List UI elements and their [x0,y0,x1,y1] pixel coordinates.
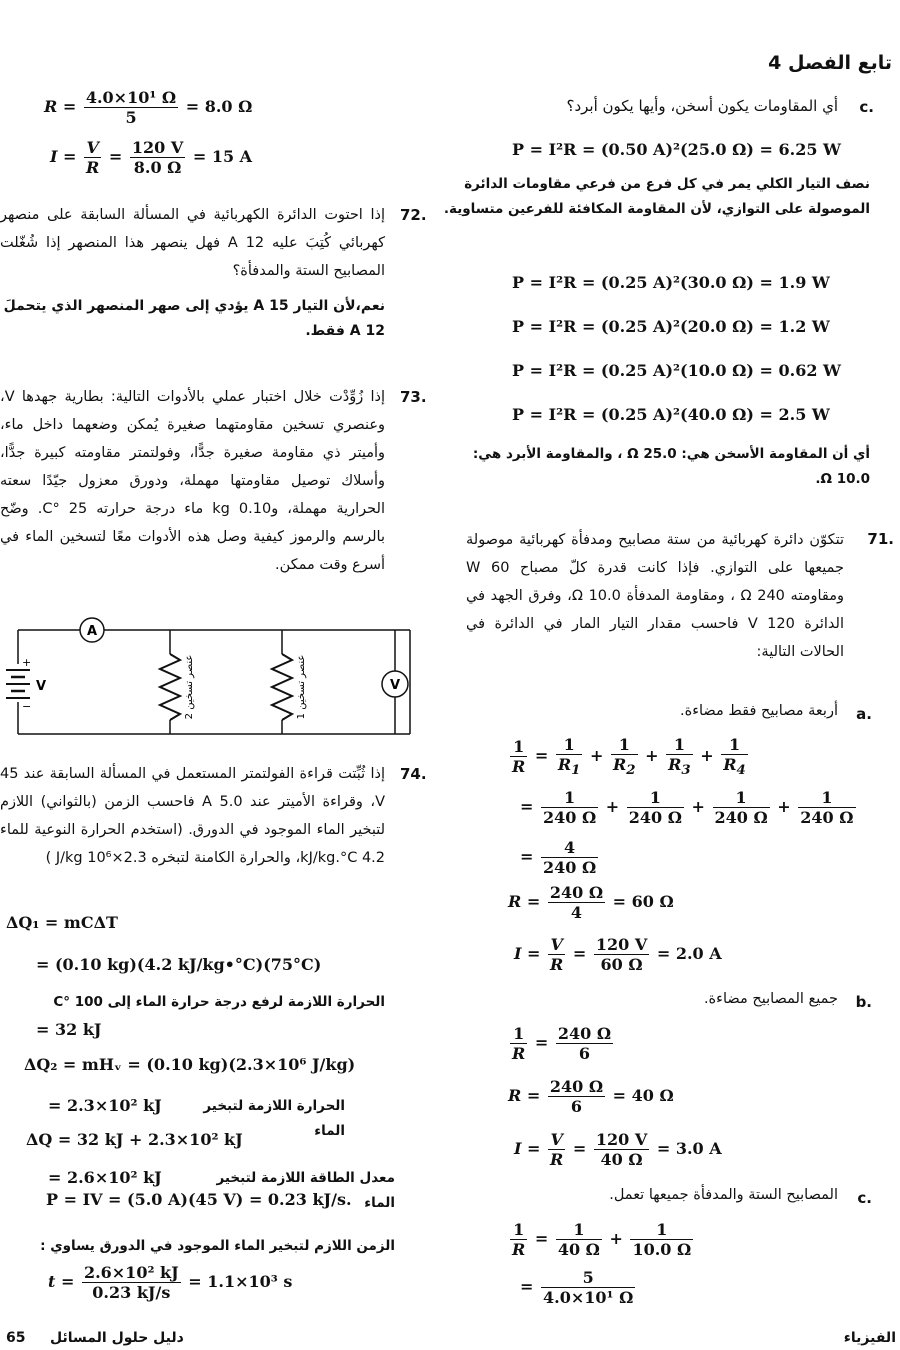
question-c-label: c. [859,98,874,116]
note-heat-vaporize: الحرارة اللازمة لتبخير الماء [203,1098,345,1139]
battery-plus: + [22,656,32,669]
question-72-number: 72. [400,206,427,224]
power-eq-2: P = I²R = (0.25 A)²(30.0 Ω) = 1.9 W [512,273,830,292]
question-c-text: أي المقاومات يكون أسخن، وأيها يكون أبرد؟ [566,97,838,115]
question-74-number: 74. [400,765,427,783]
part-a-text: أربعة مصابيح فقط مضاءة. [679,703,838,719]
ammeter-label: A [86,624,98,639]
footer-guide-title: دليل حلول المسائل [50,1330,184,1346]
footer-page-number: 65 [6,1330,26,1346]
chapter-header: تابع الفصل 4 [768,52,892,74]
power-eq-4: P = I²R = (0.25 A)²(10.0 Ω) = 0.62 W [512,361,841,380]
eq-time: t = $\frac{\text{2.6×10² kJ}}{0.23 kJ/s}$ = 1.1×10³ s [48,1263,293,1302]
note-time-vaporize: الزمن اللازم لتبخير الماء الموجود في الدورق يساوي : [40,1238,395,1254]
eq-b-r: R = $\frac{240 \Omega}{6}$ = 40 Ω [508,1077,674,1116]
question-72-answer: نعم،لأن التيار 15 A يؤدي إلى صهر المنصهر الذي يتحملَ 12 A فقط. [3,298,385,339]
question-71-text: تتكوّن دائرة كهربائية من ستة مصابيح ومدفأة كهربائية موصولة جميعها على التوازي. فإذا كانت قدرة كلّ مصباح 60 W ومقاومته 240 Ω ، ومقاومة المدفأة 10.0 Ω، وفرق الجهد في الدائرة 120 V فاحسب مقدار التيار المار في الدائرة في الحالات التالية: [466,532,845,660]
eq-dq1-values: = (0.10 kg)(4.2 kJ/kg•°C)(75°C) [36,955,322,974]
eq-32kj: = 32 kJ [36,1020,102,1039]
part-b-text: جميع المصابيح مضاءة. [703,991,838,1007]
eq-a-r: R = $\frac{240 \Omega}{4}$ = 60 Ω [508,883,674,922]
eq-b-inv: $\frac{1}{R}$ = $\frac{240 \Omega}{6}$ [512,1024,612,1063]
eq-power: P = IV = (5.0 A)(45 V) = 0.23 kJ/s. [46,1190,352,1209]
eq-a-values: = $\frac{1}{240 \Omega}$ + $\frac{1}{240 \Omega}$ + $\frac{1}{240 \Omega}$ + $\frac{1}{240 \Omega}$ [520,788,854,827]
eq-left-r: R = $\frac{\text{4.0×10¹ Ω}}{5}$ = 8.0 Ω [44,88,253,127]
question-73-text: إذا زُوِّدْت خلال اختبار عملي بالأدوات التالية: بطارية جهدها V، وعنصري تسخين مقاومتهما صغيرة يُمكن وضعهما داخل ماء، وأميتر ذي مقاومة صغيرة جدًّا، وفولتمتر مقاومته كبيرة جدًّا، وأسلاك توصيل مقاومتها مهملة، ودورق معزول جيّدًا سعته الحرارية مهملة، و0.10 kg ماء درجة حرارته 25 °C. وضّح بالرسم والرموز كيفية وصل هذه الأدوات معًا لتسخين الماء في أسرع وقت ممكن. [0,389,385,573]
eq-dq2: ΔQ₂ = mHᵥ = (0.10 kg)(2.3×10⁶ J/kg) [24,1055,356,1074]
voltmeter-icon [382,671,408,697]
question-73-number: 73. [400,388,427,406]
eq-dq1: ΔQ₁ = mCΔT [6,913,118,932]
question-71-number: 71. [867,530,894,548]
eq-dq-total-result: = 2.6×10² kJ [48,1168,162,1187]
eq-a-sum-result: = $\frac{4}{240 \Omega}$ [520,838,597,877]
eq-b-i: I = $\frac{V}{R}$ = $\frac{120 V}{40 \Omega}$ = 3.0 A [514,1130,722,1169]
note-heat-to-100: الحرارة اللازمة لرفع درجة حرارة الماء إلى 100 °C [53,994,385,1010]
part-c2-label: c. [857,1189,872,1207]
battery-label: V [36,679,47,694]
eq-a-i: I = $\frac{V}{R}$ = $\frac{120 V}{60 \Omega}$ = 2.0 A [514,935,722,974]
eq-dq-total: ΔQ = 32 kJ + 2.3×10² kJ [26,1130,243,1149]
eq-dq2-result: = 2.3×10² kJ [48,1096,162,1115]
question-72-text: إذا احتوت الدائرة الكهربائية في المسألة السابقة على منصهر كهربائي كُتِبَ عليه 12 A فهل ينصهر هذا المنصهر إذا شُغّلت المصابيح الستة والمدفأة؟ [0,207,386,279]
eq-c-sum: = $\frac{5}{\text{4.0×10¹ Ω}}$ [520,1268,634,1307]
question-74-text: إذا ثُبِّتت قراءة الفولتمتر المستعمل في المسألة السابقة عند 45 V، وقراءة الأميتر عند 5.0 A فاحسب الزمن (بالثواني) اللازم لتبخير الماء الموجود في الدورق. (استخدم الحرارة النوعية للماء 4.2 kJ/kg.°C، والحرارة الكامنة لتبخره 2.3×10⁶ J/kg ) [0,766,386,866]
power-eq-5: P = I²R = (0.25 A)²(40.0 Ω) = 2.5 W [512,405,830,424]
heater-1-resistor-icon [270,654,294,724]
part-c2-text: المصابيح الستة والمدفأة جميعها تعمل. [609,1187,838,1203]
note-energy-rate: معدل الطاقة اللازمة لتبخير الماء [216,1170,395,1211]
footer-subject: الفيزياء [843,1330,896,1346]
power-eq-3: P = I²R = (0.25 A)²(20.0 Ω) = 1.2 W [512,317,830,336]
voltmeter-label: V [389,678,401,693]
ammeter-icon [80,618,104,642]
eq-a-sum: $\frac{1}{R}$ = $\frac{1}{R_1}$ + $\frac{1}{R_2}$ + $\frac{1}{R_3}$ + $\frac{1}{R_4}$ [512,735,746,779]
eq-c-inv: $\frac{1}{R}$ = $\frac{1}{40 \Omega}$ + $\frac{1}{10.0 \Omega}$ [512,1220,692,1259]
note-parallel-current: نصف التيار الكلي يمر في كل فرع من فرعي مقاومات الدائرة الموصولة على التوازي، لأن المقاومة المكافئة للفرعين متساوية. [443,176,870,217]
part-b-label: b. [855,993,872,1011]
battery-icon [4,664,32,702]
battery-minus: − [22,700,32,713]
conclusion-hot-cold: أي أن المقاومة الأسخن هي: 25.0 Ω ، والمقاومة الأبرد هي: 10.0 Ω. [472,446,870,487]
heater-2-resistor-icon [158,654,182,724]
circuit-diagram [0,612,430,747]
heater-1-label: عنصر تسخين 1 [296,654,307,720]
eq-left-i: I = $\frac{V}{R}$ = $\frac{120 V}{8.0 \Omega}$ = 15 A [50,138,253,177]
part-a-label: a. [856,705,872,723]
heater-2-label: عنصر تسخين 2 [184,654,195,720]
power-eq-1: P = I²R = (0.50 A)²(25.0 Ω) = 6.25 W [512,140,841,159]
